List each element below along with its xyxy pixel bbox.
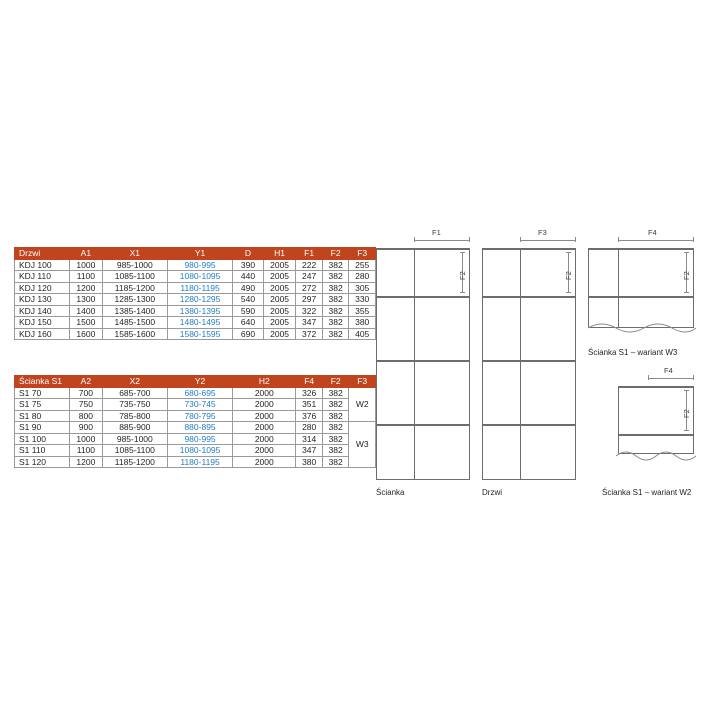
panel-divider [482, 424, 576, 426]
cell: 390 [233, 259, 264, 271]
dim-label-f4: F4 [648, 228, 657, 237]
dim-tick [469, 237, 470, 242]
table-row [15, 410, 376, 422]
cell: 985-1000 [102, 259, 167, 271]
cell: 280 [296, 422, 323, 434]
cell: 1100 [70, 271, 103, 283]
cell: 382 [322, 456, 349, 468]
table-row [15, 456, 376, 468]
col-header-h1: H1 [263, 248, 296, 260]
cell: S1 90 [15, 422, 70, 434]
col-header-h2: H2 [233, 376, 296, 388]
cell: S1 120 [15, 456, 70, 468]
cell: 380 [296, 456, 323, 468]
cell: 1080-1095 [167, 271, 232, 283]
cell: 1400 [70, 305, 103, 317]
col-header-f4: F4 [296, 376, 323, 388]
panel-divider [618, 434, 694, 436]
dim-tick [684, 292, 689, 293]
panel-outline [618, 386, 694, 454]
cell: 2000 [233, 445, 296, 457]
table-row [15, 259, 376, 271]
dim-label-f2: F2 [682, 409, 691, 418]
dim-label-f2: F2 [682, 271, 691, 280]
cell: KDJ 140 [15, 305, 70, 317]
cell: 255 [349, 259, 376, 271]
dim-label-f2: F2 [458, 271, 467, 280]
cell: 326 [296, 387, 323, 399]
cell: 222 [296, 259, 323, 271]
cell: 590 [233, 305, 264, 317]
cell: 2000 [233, 422, 296, 434]
cell: S1 100 [15, 433, 70, 445]
col-header-f3: F3 [349, 248, 376, 260]
cell: 247 [296, 271, 323, 283]
panel-divider [376, 424, 470, 426]
cell: KDJ 150 [15, 317, 70, 329]
cell: 347 [296, 317, 323, 329]
table-row [15, 399, 376, 411]
cell: S1 110 [15, 445, 70, 457]
cell: KDJ 100 [15, 259, 70, 271]
cell: 2000 [233, 387, 296, 399]
group-label-w3: W3 [349, 422, 376, 468]
cell: 297 [296, 294, 323, 306]
cell: 314 [296, 433, 323, 445]
cell: 382 [322, 271, 349, 283]
panel-outline [588, 248, 694, 328]
cell: 1085-1100 [102, 445, 167, 457]
dim-label-f3: F3 [538, 228, 547, 237]
col-header-x2: X2 [102, 376, 167, 388]
cell: 355 [349, 305, 376, 317]
table-header-row [15, 248, 376, 260]
cell: 680-695 [167, 387, 232, 399]
cell: 735-750 [102, 399, 167, 411]
cell: 685-700 [102, 387, 167, 399]
cell: 2005 [263, 259, 296, 271]
dim-label-f2: F2 [564, 271, 573, 280]
cell: 1200 [70, 282, 103, 294]
dim-label-f1: F1 [432, 228, 441, 237]
cell: 1585-1600 [102, 328, 167, 340]
table-row [15, 305, 376, 317]
cell: 785-800 [102, 410, 167, 422]
panel-divider [482, 360, 576, 362]
cell: 382 [322, 294, 349, 306]
cell: 2000 [233, 433, 296, 445]
cell: 490 [233, 282, 264, 294]
cell: 1180-1195 [167, 456, 232, 468]
cell: 2005 [263, 282, 296, 294]
col-header-drzwi: Drzwi [15, 248, 70, 260]
cell: 750 [70, 399, 103, 411]
table-header-row [15, 376, 376, 388]
cell: KDJ 120 [15, 282, 70, 294]
cell: 382 [322, 433, 349, 445]
figure-caption-w3: Ścianka S1 – wariant W3 [588, 348, 678, 357]
cell: 1185-1200 [102, 456, 167, 468]
dim-line-f4 [648, 378, 694, 379]
dim-tick [648, 375, 649, 380]
cell: 1500 [70, 317, 103, 329]
panel-outline [376, 248, 470, 480]
dim-tick [684, 430, 689, 431]
cell: 2000 [233, 399, 296, 411]
col-header-f3: F3 [349, 376, 376, 388]
cell: 1380-1395 [167, 305, 232, 317]
table-row [15, 282, 376, 294]
dim-tick [566, 252, 571, 253]
dim-tick [460, 292, 465, 293]
cell: 800 [70, 410, 103, 422]
cell: 1100 [70, 445, 103, 457]
panel-divider [588, 296, 694, 298]
dim-tick [575, 237, 576, 242]
cell: 540 [233, 294, 264, 306]
dim-tick [684, 252, 689, 253]
col-header-a1: A1 [70, 248, 103, 260]
cell: 700 [70, 387, 103, 399]
cell: 1480-1495 [167, 317, 232, 329]
panel-top-rail [618, 386, 694, 388]
cell: 382 [322, 305, 349, 317]
cell: 1580-1595 [167, 328, 232, 340]
cell: 347 [296, 445, 323, 457]
dim-tick [618, 237, 619, 242]
dim-tick [693, 375, 694, 380]
cell: 351 [296, 399, 323, 411]
cell: 1285-1300 [102, 294, 167, 306]
cell: 2005 [263, 271, 296, 283]
cell: 440 [233, 271, 264, 283]
cell: 780-795 [167, 410, 232, 422]
scianka-s1-table [14, 375, 376, 468]
cell: 382 [322, 399, 349, 411]
cell: 382 [322, 387, 349, 399]
dim-label-f4: F4 [664, 366, 673, 375]
col-header-d: D [233, 248, 264, 260]
cell: 382 [322, 259, 349, 271]
cell: 1600 [70, 328, 103, 340]
cell: 2005 [263, 305, 296, 317]
table-row [15, 387, 376, 399]
cell: 1080-1095 [167, 445, 232, 457]
cell: 380 [349, 317, 376, 329]
cell: 372 [296, 328, 323, 340]
cell: 1280-1295 [167, 294, 232, 306]
cell: 382 [322, 317, 349, 329]
panel-top-rail [376, 248, 470, 250]
col-header-f1: F1 [296, 248, 323, 260]
panel-mullion [618, 248, 619, 328]
cell: 382 [322, 410, 349, 422]
cell: 690 [233, 328, 264, 340]
cell: 2005 [263, 317, 296, 329]
cell: 2005 [263, 294, 296, 306]
cell: S1 75 [15, 399, 70, 411]
table-row [15, 271, 376, 283]
col-header-scianka: Ścianka S1 [15, 376, 70, 388]
cell: 980-995 [167, 433, 232, 445]
panel-outline [482, 248, 576, 480]
cell: 1200 [70, 456, 103, 468]
cell: 2000 [233, 456, 296, 468]
cell: 980-995 [167, 259, 232, 271]
cell: 382 [322, 328, 349, 340]
cell: 280 [349, 271, 376, 283]
cell: 330 [349, 294, 376, 306]
col-header-f2: F2 [322, 248, 349, 260]
panel-divider [376, 296, 470, 298]
cell: 1185-1200 [102, 282, 167, 294]
group-label-w2: W2 [349, 387, 376, 422]
cell: 2000 [233, 410, 296, 422]
cell: 322 [296, 305, 323, 317]
dim-tick [460, 252, 465, 253]
panel-mullion [520, 248, 521, 480]
table-row [15, 445, 376, 457]
figure-caption-drzwi: Drzwi [482, 488, 502, 497]
cell: 880-895 [167, 422, 232, 434]
table-row [15, 422, 376, 434]
panel-divider [482, 296, 576, 298]
cell: 1180-1195 [167, 282, 232, 294]
cell: 1300 [70, 294, 103, 306]
cell: 382 [322, 445, 349, 457]
dim-tick [520, 237, 521, 242]
cell: 1000 [70, 433, 103, 445]
cell: 885-900 [102, 422, 167, 434]
cell: KDJ 110 [15, 271, 70, 283]
cell: 382 [322, 422, 349, 434]
dim-line-f3 [520, 240, 576, 241]
panel-mullion [414, 248, 415, 480]
figure-caption-w2: Ścianka S1 – wariant W2 [602, 488, 692, 497]
col-header-y2: Y2 [167, 376, 232, 388]
cell: 1485-1500 [102, 317, 167, 329]
table-row [15, 317, 376, 329]
dim-tick [684, 390, 689, 391]
col-header-x1: X1 [102, 248, 167, 260]
cell: KDJ 130 [15, 294, 70, 306]
dim-line-f1 [414, 240, 470, 241]
cell: 1385-1400 [102, 305, 167, 317]
cell: 376 [296, 410, 323, 422]
break-wave-icon [588, 320, 696, 334]
table-row [15, 433, 376, 445]
cell: S1 80 [15, 410, 70, 422]
dim-tick [693, 237, 694, 242]
cell: 405 [349, 328, 376, 340]
table-row [15, 294, 376, 306]
break-wave-icon [616, 448, 696, 462]
cell: 272 [296, 282, 323, 294]
dim-tick [566, 292, 571, 293]
cell: 382 [322, 282, 349, 294]
cell: 2005 [263, 328, 296, 340]
cell: 730-745 [167, 399, 232, 411]
cell: 640 [233, 317, 264, 329]
cell: 1000 [70, 259, 103, 271]
panel-top-rail [588, 248, 694, 250]
figure-caption-scianka: Ścianka [376, 488, 405, 497]
cell: KDJ 160 [15, 328, 70, 340]
cell: 985-1000 [102, 433, 167, 445]
table-row [15, 328, 376, 340]
dim-line-f4 [618, 240, 694, 241]
col-header-f2: F2 [322, 376, 349, 388]
cell: S1 70 [15, 387, 70, 399]
panel-top-rail [482, 248, 576, 250]
cell: 900 [70, 422, 103, 434]
drzwi-table [14, 247, 376, 340]
col-header-y1: Y1 [167, 248, 232, 260]
cell: 1085-1100 [102, 271, 167, 283]
panel-divider [376, 360, 470, 362]
cell: 305 [349, 282, 376, 294]
dim-tick [414, 237, 415, 242]
col-header-a2: A2 [70, 376, 103, 388]
